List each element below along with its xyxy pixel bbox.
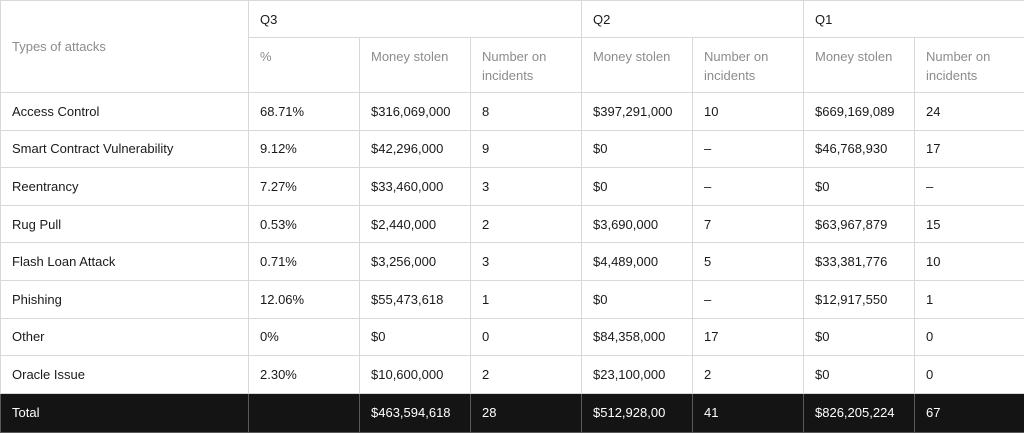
attack-type-cell: Smart Contract Vulnerability: [1, 130, 249, 168]
total-q2-number-cell: 41: [693, 393, 804, 432]
q2-money-header: Money stolen: [582, 38, 693, 93]
types-of-attacks-header: Types of attacks: [1, 1, 249, 93]
q3-number-header: Number on incidents: [471, 38, 582, 93]
table-row: [1, 93, 1024, 131]
q3-number-cell: 2: [471, 205, 582, 243]
table-row: [1, 318, 1024, 356]
q1-number-cell: 24: [915, 93, 1024, 131]
total-row: [1, 393, 1024, 432]
attack-type-cell: Oracle Issue: [1, 356, 249, 394]
q3-number-cell: 3: [471, 168, 582, 206]
attack-type-cell: Reentrancy: [1, 168, 249, 206]
q3-percent-cell: 12.06%: [249, 280, 360, 318]
q1-money-cell: $0: [804, 318, 915, 356]
q3-money-cell: $3,256,000: [360, 243, 471, 281]
attack-type-cell: Other: [1, 318, 249, 356]
attack-type-cell: Phishing: [1, 280, 249, 318]
q1-number-header: Number on incidents: [915, 38, 1024, 93]
q3-money-cell: $2,440,000: [360, 205, 471, 243]
q2-money-cell: $0: [582, 168, 693, 206]
q1-number-cell: 0: [915, 356, 1024, 394]
q3-percent-cell: 68.71%: [249, 93, 360, 131]
q1-money-cell: $12,917,550: [804, 280, 915, 318]
q3-money-cell: $33,460,000: [360, 168, 471, 206]
q2-number-cell: 10: [693, 93, 804, 131]
total-percent-empty-cell: [249, 393, 360, 432]
q1-money-cell: $46,768,930: [804, 130, 915, 168]
q3-money-cell: $0: [360, 318, 471, 356]
q3-number-cell: 9: [471, 130, 582, 168]
q2-money-cell: $84,358,000: [582, 318, 693, 356]
table-row: [1, 280, 1024, 318]
q3-money-header: Money stolen: [360, 38, 471, 93]
q2-number-cell: 5: [693, 243, 804, 281]
total-q1-number-cell: 67: [915, 393, 1024, 432]
q2-money-cell: $3,690,000: [582, 205, 693, 243]
q1-number-cell: –: [915, 168, 1024, 206]
q1-money-cell: $669,169,089: [804, 93, 915, 131]
q3-number-cell: 2: [471, 356, 582, 394]
attack-type-cell: Access Control: [1, 93, 249, 131]
q3-money-cell: $55,473,618: [360, 280, 471, 318]
q3-percent-cell: 0.71%: [249, 243, 360, 281]
q2-money-cell: $23,100,000: [582, 356, 693, 394]
table-row: [1, 205, 1024, 243]
total-label: Total: [1, 393, 249, 432]
q1-number-cell: 0: [915, 318, 1024, 356]
q3-number-cell: 0: [471, 318, 582, 356]
table-row: [1, 243, 1024, 281]
q2-money-cell: $0: [582, 280, 693, 318]
q1-money-cell: $0: [804, 168, 915, 206]
total-q3-money-cell: $463,594,618: [360, 393, 471, 432]
table-row: [1, 356, 1024, 394]
q1-number-cell: 10: [915, 243, 1024, 281]
q3-percent-header: %: [249, 38, 360, 93]
q3-percent-cell: 0.53%: [249, 205, 360, 243]
total-q1-money-cell: $826,205,224: [804, 393, 915, 432]
q3-percent-cell: 9.12%: [249, 130, 360, 168]
total-q3-number-cell: 28: [471, 393, 582, 432]
q2-number-cell: 7: [693, 205, 804, 243]
q2-number-cell: –: [693, 130, 804, 168]
q3-percent-cell: 0%: [249, 318, 360, 356]
q3-number-cell: 1: [471, 280, 582, 318]
q3-number-cell: 3: [471, 243, 582, 281]
quarter-q3-header: Q3: [249, 1, 582, 38]
quarter-header-row: [1, 1, 1024, 38]
q3-number-cell: 8: [471, 93, 582, 131]
q1-number-cell: 1: [915, 280, 1024, 318]
q2-number-cell: –: [693, 280, 804, 318]
q1-money-cell: $33,381,776: [804, 243, 915, 281]
q1-money-cell: $63,967,879: [804, 205, 915, 243]
q2-money-cell: $0: [582, 130, 693, 168]
q3-percent-cell: 7.27%: [249, 168, 360, 206]
q1-number-cell: 15: [915, 205, 1024, 243]
table-row: [1, 130, 1024, 168]
q1-number-cell: 17: [915, 130, 1024, 168]
q1-money-header: Money stolen: [804, 38, 915, 93]
q2-number-header: Number on incidents: [693, 38, 804, 93]
attack-type-cell: Rug Pull: [1, 205, 249, 243]
attack-type-cell: Flash Loan Attack: [1, 243, 249, 281]
quarter-q1-header: Q1: [804, 1, 1024, 38]
q3-money-cell: $316,069,000: [360, 93, 471, 131]
q2-money-cell: $397,291,000: [582, 93, 693, 131]
q2-number-cell: 2: [693, 356, 804, 394]
q1-money-cell: $0: [804, 356, 915, 394]
q2-money-cell: $4,489,000: [582, 243, 693, 281]
table-row: [1, 168, 1024, 206]
q3-money-cell: $10,600,000: [360, 356, 471, 394]
q3-money-cell: $42,296,000: [360, 130, 471, 168]
quarter-q2-header: Q2: [582, 1, 804, 38]
q3-percent-cell: 2.30%: [249, 356, 360, 394]
total-q2-money-cell: $512,928,00: [582, 393, 693, 432]
q2-number-cell: –: [693, 168, 804, 206]
q2-number-cell: 17: [693, 318, 804, 356]
